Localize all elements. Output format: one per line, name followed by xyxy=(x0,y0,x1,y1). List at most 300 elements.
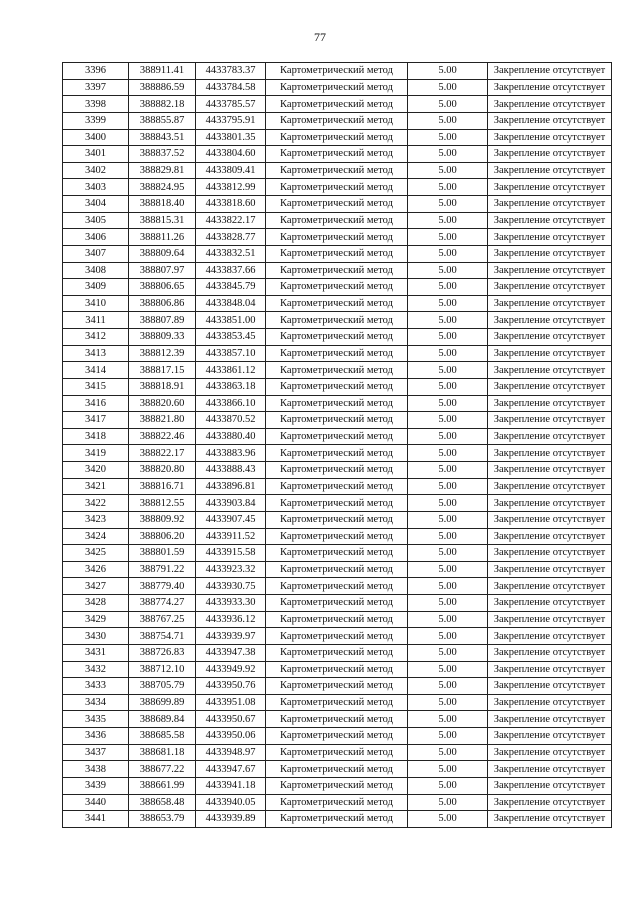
point-number-cell: 3419 xyxy=(63,445,129,462)
coordinates-table-body xyxy=(63,63,612,828)
fixation-cell: Закрепление отсутствует xyxy=(488,511,612,528)
method-cell: Картометрический метод xyxy=(266,362,408,379)
method-cell: Картометрический метод xyxy=(266,212,408,229)
fixation-cell: Закрепление отсутствует xyxy=(488,777,612,794)
method-cell: Картометрический метод xyxy=(266,495,408,512)
y-coordinate-cell: 4433822.17 xyxy=(196,212,266,229)
point-number-cell: 3397 xyxy=(63,79,129,96)
fixation-cell: Закрепление отсутствует xyxy=(488,362,612,379)
method-cell: Картометрический метод xyxy=(266,595,408,612)
method-cell: Картометрический метод xyxy=(266,628,408,645)
accuracy-cell: 5.00 xyxy=(408,329,488,346)
method-cell: Картометрический метод xyxy=(266,711,408,728)
fixation-cell: Закрепление отсутствует xyxy=(488,694,612,711)
table-row xyxy=(63,761,612,778)
point-number-cell: 3407 xyxy=(63,245,129,262)
x-coordinate-cell: 388767.25 xyxy=(129,611,196,628)
accuracy-cell: 5.00 xyxy=(408,711,488,728)
x-coordinate-cell: 388774.27 xyxy=(129,595,196,612)
table-row xyxy=(63,711,612,728)
method-cell: Картометрический метод xyxy=(266,511,408,528)
accuracy-cell: 5.00 xyxy=(408,112,488,129)
accuracy-cell: 5.00 xyxy=(408,395,488,412)
accuracy-cell: 5.00 xyxy=(408,761,488,778)
table-row xyxy=(63,129,612,146)
fixation-cell: Закрепление отсутствует xyxy=(488,428,612,445)
x-coordinate-cell: 388911.41 xyxy=(129,63,196,80)
fixation-cell: Закрепление отсутствует xyxy=(488,378,612,395)
point-number-cell: 3415 xyxy=(63,378,129,395)
fixation-cell: Закрепление отсутствует xyxy=(488,345,612,362)
table-row xyxy=(63,212,612,229)
method-cell: Картометрический метод xyxy=(266,162,408,179)
y-coordinate-cell: 4433896.81 xyxy=(196,478,266,495)
point-number-cell: 3421 xyxy=(63,478,129,495)
point-number-cell: 3430 xyxy=(63,628,129,645)
x-coordinate-cell: 388726.83 xyxy=(129,644,196,661)
table-row xyxy=(63,511,612,528)
table-row xyxy=(63,279,612,296)
method-cell: Картометрический метод xyxy=(266,395,408,412)
point-number-cell: 3431 xyxy=(63,644,129,661)
accuracy-cell: 5.00 xyxy=(408,578,488,595)
x-coordinate-cell: 388653.79 xyxy=(129,811,196,828)
point-number-cell: 3440 xyxy=(63,794,129,811)
method-cell: Картометрический метод xyxy=(266,179,408,196)
y-coordinate-cell: 4433837.66 xyxy=(196,262,266,279)
x-coordinate-cell: 388811.26 xyxy=(129,229,196,246)
method-cell: Картометрический метод xyxy=(266,329,408,346)
table-row xyxy=(63,412,612,429)
x-coordinate-cell: 388824.95 xyxy=(129,179,196,196)
method-cell: Картометрический метод xyxy=(266,378,408,395)
x-coordinate-cell: 388806.20 xyxy=(129,528,196,545)
y-coordinate-cell: 4433950.06 xyxy=(196,728,266,745)
x-coordinate-cell: 388806.65 xyxy=(129,279,196,296)
table-row xyxy=(63,462,612,479)
table-row xyxy=(63,561,612,578)
point-number-cell: 3400 xyxy=(63,129,129,146)
x-coordinate-cell: 388882.18 xyxy=(129,96,196,113)
y-coordinate-cell: 4433848.04 xyxy=(196,295,266,312)
y-coordinate-cell: 4433870.52 xyxy=(196,412,266,429)
table-row xyxy=(63,345,612,362)
x-coordinate-cell: 388817.15 xyxy=(129,362,196,379)
method-cell: Картометрический метод xyxy=(266,811,408,828)
y-coordinate-cell: 4433853.45 xyxy=(196,329,266,346)
point-number-cell: 3436 xyxy=(63,728,129,745)
method-cell: Картометрический метод xyxy=(266,478,408,495)
accuracy-cell: 5.00 xyxy=(408,628,488,645)
table-row xyxy=(63,63,612,80)
fixation-cell: Закрепление отсутствует xyxy=(488,262,612,279)
point-number-cell: 3414 xyxy=(63,362,129,379)
method-cell: Картометрический метод xyxy=(266,561,408,578)
accuracy-cell: 5.00 xyxy=(408,63,488,80)
point-number-cell: 3439 xyxy=(63,777,129,794)
table-row xyxy=(63,262,612,279)
accuracy-cell: 5.00 xyxy=(408,212,488,229)
table-row xyxy=(63,661,612,678)
accuracy-cell: 5.00 xyxy=(408,129,488,146)
accuracy-cell: 5.00 xyxy=(408,611,488,628)
table-row xyxy=(63,378,612,395)
accuracy-cell: 5.00 xyxy=(408,245,488,262)
method-cell: Картометрический метод xyxy=(266,545,408,562)
x-coordinate-cell: 388818.91 xyxy=(129,378,196,395)
y-coordinate-cell: 4433828.77 xyxy=(196,229,266,246)
y-coordinate-cell: 4433948.97 xyxy=(196,744,266,761)
x-coordinate-cell: 388816.71 xyxy=(129,478,196,495)
accuracy-cell: 5.00 xyxy=(408,428,488,445)
point-number-cell: 3424 xyxy=(63,528,129,545)
method-cell: Картометрический метод xyxy=(266,445,408,462)
point-number-cell: 3434 xyxy=(63,694,129,711)
y-coordinate-cell: 4433941.18 xyxy=(196,777,266,794)
accuracy-cell: 5.00 xyxy=(408,678,488,695)
method-cell: Картометрический метод xyxy=(266,761,408,778)
fixation-cell: Закрепление отсутствует xyxy=(488,162,612,179)
table-row xyxy=(63,395,612,412)
accuracy-cell: 5.00 xyxy=(408,445,488,462)
y-coordinate-cell: 4433950.67 xyxy=(196,711,266,728)
point-number-cell: 3432 xyxy=(63,661,129,678)
point-number-cell: 3408 xyxy=(63,262,129,279)
method-cell: Картометрический метод xyxy=(266,777,408,794)
table-row xyxy=(63,329,612,346)
x-coordinate-cell: 388807.89 xyxy=(129,312,196,329)
y-coordinate-cell: 4433818.60 xyxy=(196,196,266,213)
method-cell: Картометрический метод xyxy=(266,794,408,811)
y-coordinate-cell: 4433866.10 xyxy=(196,395,266,412)
y-coordinate-cell: 4433907.45 xyxy=(196,511,266,528)
point-number-cell: 3401 xyxy=(63,146,129,163)
y-coordinate-cell: 4433845.79 xyxy=(196,279,266,296)
fixation-cell: Закрепление отсутствует xyxy=(488,129,612,146)
fixation-cell: Закрепление отсутствует xyxy=(488,395,612,412)
table-row xyxy=(63,578,612,595)
accuracy-cell: 5.00 xyxy=(408,728,488,745)
point-number-cell: 3422 xyxy=(63,495,129,512)
fixation-cell: Закрепление отсутствует xyxy=(488,445,612,462)
method-cell: Картометрический метод xyxy=(266,412,408,429)
x-coordinate-cell: 388677.22 xyxy=(129,761,196,778)
fixation-cell: Закрепление отсутствует xyxy=(488,744,612,761)
y-coordinate-cell: 4433804.60 xyxy=(196,146,266,163)
method-cell: Картометрический метод xyxy=(266,728,408,745)
accuracy-cell: 5.00 xyxy=(408,794,488,811)
fixation-cell: Закрепление отсутствует xyxy=(488,611,612,628)
y-coordinate-cell: 4433863.18 xyxy=(196,378,266,395)
x-coordinate-cell: 388812.55 xyxy=(129,495,196,512)
fixation-cell: Закрепление отсутствует xyxy=(488,811,612,828)
y-coordinate-cell: 4433947.67 xyxy=(196,761,266,778)
y-coordinate-cell: 4433851.00 xyxy=(196,312,266,329)
y-coordinate-cell: 4433951.08 xyxy=(196,694,266,711)
fixation-cell: Закрепление отсутствует xyxy=(488,628,612,645)
method-cell: Картометрический метод xyxy=(266,112,408,129)
accuracy-cell: 5.00 xyxy=(408,378,488,395)
fixation-cell: Закрепление отсутствует xyxy=(488,96,612,113)
fixation-cell: Закрепление отсутствует xyxy=(488,595,612,612)
point-number-cell: 3402 xyxy=(63,162,129,179)
method-cell: Картометрический метод xyxy=(266,146,408,163)
y-coordinate-cell: 4433911.52 xyxy=(196,528,266,545)
fixation-cell: Закрепление отсутствует xyxy=(488,528,612,545)
method-cell: Картометрический метод xyxy=(266,245,408,262)
y-coordinate-cell: 4433880.40 xyxy=(196,428,266,445)
table-row xyxy=(63,644,612,661)
y-coordinate-cell: 4433939.97 xyxy=(196,628,266,645)
fixation-cell: Закрепление отсутствует xyxy=(488,146,612,163)
y-coordinate-cell: 4433785.57 xyxy=(196,96,266,113)
method-cell: Картометрический метод xyxy=(266,462,408,479)
method-cell: Картометрический метод xyxy=(266,678,408,695)
method-cell: Картометрический метод xyxy=(266,528,408,545)
accuracy-cell: 5.00 xyxy=(408,412,488,429)
y-coordinate-cell: 4433883.96 xyxy=(196,445,266,462)
x-coordinate-cell: 388809.64 xyxy=(129,245,196,262)
accuracy-cell: 5.00 xyxy=(408,744,488,761)
table-row xyxy=(63,295,612,312)
table-row xyxy=(63,478,612,495)
accuracy-cell: 5.00 xyxy=(408,196,488,213)
table-row xyxy=(63,79,612,96)
point-number-cell: 3426 xyxy=(63,561,129,578)
method-cell: Картометрический метод xyxy=(266,345,408,362)
y-coordinate-cell: 4433903.84 xyxy=(196,495,266,512)
accuracy-cell: 5.00 xyxy=(408,312,488,329)
y-coordinate-cell: 4433940.05 xyxy=(196,794,266,811)
point-number-cell: 3438 xyxy=(63,761,129,778)
table-row xyxy=(63,545,612,562)
point-number-cell: 3420 xyxy=(63,462,129,479)
point-number-cell: 3441 xyxy=(63,811,129,828)
table-row xyxy=(63,146,612,163)
table-row xyxy=(63,96,612,113)
fixation-cell: Закрепление отсутствует xyxy=(488,678,612,695)
x-coordinate-cell: 388809.92 xyxy=(129,511,196,528)
point-number-cell: 3411 xyxy=(63,312,129,329)
y-coordinate-cell: 4433795.91 xyxy=(196,112,266,129)
method-cell: Картометрический метод xyxy=(266,661,408,678)
accuracy-cell: 5.00 xyxy=(408,511,488,528)
y-coordinate-cell: 4433783.37 xyxy=(196,63,266,80)
accuracy-cell: 5.00 xyxy=(408,295,488,312)
accuracy-cell: 5.00 xyxy=(408,528,488,545)
table-row xyxy=(63,229,612,246)
method-cell: Картометрический метод xyxy=(266,694,408,711)
accuracy-cell: 5.00 xyxy=(408,595,488,612)
accuracy-cell: 5.00 xyxy=(408,777,488,794)
y-coordinate-cell: 4433939.89 xyxy=(196,811,266,828)
fixation-cell: Закрепление отсутствует xyxy=(488,229,612,246)
table-row xyxy=(63,794,612,811)
fixation-cell: Закрепление отсутствует xyxy=(488,761,612,778)
x-coordinate-cell: 388886.59 xyxy=(129,79,196,96)
fixation-cell: Закрепление отсутствует xyxy=(488,279,612,296)
x-coordinate-cell: 388806.86 xyxy=(129,295,196,312)
x-coordinate-cell: 388705.79 xyxy=(129,678,196,695)
y-coordinate-cell: 4433832.51 xyxy=(196,245,266,262)
y-coordinate-cell: 4433930.75 xyxy=(196,578,266,595)
accuracy-cell: 5.00 xyxy=(408,694,488,711)
method-cell: Картометрический метод xyxy=(266,312,408,329)
fixation-cell: Закрепление отсутствует xyxy=(488,644,612,661)
x-coordinate-cell: 388809.33 xyxy=(129,329,196,346)
point-number-cell: 3410 xyxy=(63,295,129,312)
x-coordinate-cell: 388820.80 xyxy=(129,462,196,479)
fixation-cell: Закрепление отсутствует xyxy=(488,295,612,312)
x-coordinate-cell: 388801.59 xyxy=(129,545,196,562)
x-coordinate-cell: 388754.71 xyxy=(129,628,196,645)
x-coordinate-cell: 388829.81 xyxy=(129,162,196,179)
point-number-cell: 3423 xyxy=(63,511,129,528)
y-coordinate-cell: 4433861.12 xyxy=(196,362,266,379)
point-number-cell: 3405 xyxy=(63,212,129,229)
method-cell: Картометрический метод xyxy=(266,63,408,80)
y-coordinate-cell: 4433784.58 xyxy=(196,79,266,96)
x-coordinate-cell: 388820.60 xyxy=(129,395,196,412)
fixation-cell: Закрепление отсутствует xyxy=(488,711,612,728)
point-number-cell: 3425 xyxy=(63,545,129,562)
x-coordinate-cell: 388821.80 xyxy=(129,412,196,429)
table-row xyxy=(63,811,612,828)
method-cell: Картометрический метод xyxy=(266,129,408,146)
page-number: 77 xyxy=(314,30,326,44)
fixation-cell: Закрепление отсутствует xyxy=(488,63,612,80)
y-coordinate-cell: 4433801.35 xyxy=(196,129,266,146)
y-coordinate-cell: 4433915.58 xyxy=(196,545,266,562)
fixation-cell: Закрепление отсутствует xyxy=(488,495,612,512)
accuracy-cell: 5.00 xyxy=(408,478,488,495)
method-cell: Картометрический метод xyxy=(266,428,408,445)
point-number-cell: 3399 xyxy=(63,112,129,129)
fixation-cell: Закрепление отсутствует xyxy=(488,196,612,213)
point-number-cell: 3404 xyxy=(63,196,129,213)
point-number-cell: 3413 xyxy=(63,345,129,362)
x-coordinate-cell: 388681.18 xyxy=(129,744,196,761)
fixation-cell: Закрепление отсутствует xyxy=(488,545,612,562)
table-row xyxy=(63,362,612,379)
accuracy-cell: 5.00 xyxy=(408,96,488,113)
fixation-cell: Закрепление отсутствует xyxy=(488,794,612,811)
accuracy-cell: 5.00 xyxy=(408,229,488,246)
coordinates-table xyxy=(62,62,612,828)
fixation-cell: Закрепление отсутствует xyxy=(488,112,612,129)
y-coordinate-cell: 4433936.12 xyxy=(196,611,266,628)
fixation-cell: Закрепление отсутствует xyxy=(488,478,612,495)
fixation-cell: Закрепление отсутствует xyxy=(488,212,612,229)
point-number-cell: 3427 xyxy=(63,578,129,595)
point-number-cell: 3435 xyxy=(63,711,129,728)
accuracy-cell: 5.00 xyxy=(408,179,488,196)
accuracy-cell: 5.00 xyxy=(408,262,488,279)
y-coordinate-cell: 4433947.38 xyxy=(196,644,266,661)
x-coordinate-cell: 388818.40 xyxy=(129,196,196,213)
table-row xyxy=(63,312,612,329)
method-cell: Картометрический метод xyxy=(266,611,408,628)
accuracy-cell: 5.00 xyxy=(408,561,488,578)
x-coordinate-cell: 388791.22 xyxy=(129,561,196,578)
point-number-cell: 3396 xyxy=(63,63,129,80)
accuracy-cell: 5.00 xyxy=(408,495,488,512)
table-row xyxy=(63,162,612,179)
y-coordinate-cell: 4433812.99 xyxy=(196,179,266,196)
point-number-cell: 3437 xyxy=(63,744,129,761)
table-row xyxy=(63,179,612,196)
table-row xyxy=(63,678,612,695)
table-row xyxy=(63,777,612,794)
x-coordinate-cell: 388712.10 xyxy=(129,661,196,678)
x-coordinate-cell: 388843.51 xyxy=(129,129,196,146)
x-coordinate-cell: 388689.84 xyxy=(129,711,196,728)
x-coordinate-cell: 388779.40 xyxy=(129,578,196,595)
x-coordinate-cell: 388822.46 xyxy=(129,428,196,445)
y-coordinate-cell: 4433950.76 xyxy=(196,678,266,695)
table-row xyxy=(63,728,612,745)
y-coordinate-cell: 4433949.92 xyxy=(196,661,266,678)
table-row xyxy=(63,428,612,445)
point-number-cell: 3416 xyxy=(63,395,129,412)
fixation-cell: Закрепление отсутствует xyxy=(488,661,612,678)
fixation-cell: Закрепление отсутствует xyxy=(488,245,612,262)
accuracy-cell: 5.00 xyxy=(408,811,488,828)
accuracy-cell: 5.00 xyxy=(408,162,488,179)
fixation-cell: Закрепление отсутствует xyxy=(488,312,612,329)
y-coordinate-cell: 4433888.43 xyxy=(196,462,266,479)
point-number-cell: 3398 xyxy=(63,96,129,113)
x-coordinate-cell: 388837.52 xyxy=(129,146,196,163)
table-row xyxy=(63,445,612,462)
point-number-cell: 3409 xyxy=(63,279,129,296)
x-coordinate-cell: 388658.48 xyxy=(129,794,196,811)
method-cell: Картометрический метод xyxy=(266,295,408,312)
fixation-cell: Закрепление отсутствует xyxy=(488,179,612,196)
fixation-cell: Закрепление отсутствует xyxy=(488,561,612,578)
accuracy-cell: 5.00 xyxy=(408,345,488,362)
point-number-cell: 3406 xyxy=(63,229,129,246)
y-coordinate-cell: 4433809.41 xyxy=(196,162,266,179)
fixation-cell: Закрепление отсутствует xyxy=(488,728,612,745)
method-cell: Картометрический метод xyxy=(266,578,408,595)
accuracy-cell: 5.00 xyxy=(408,362,488,379)
table-row xyxy=(63,694,612,711)
table-row xyxy=(63,611,612,628)
x-coordinate-cell: 388661.99 xyxy=(129,777,196,794)
table-row xyxy=(63,744,612,761)
table-row xyxy=(63,595,612,612)
x-coordinate-cell: 388807.97 xyxy=(129,262,196,279)
accuracy-cell: 5.00 xyxy=(408,644,488,661)
point-number-cell: 3429 xyxy=(63,611,129,628)
y-coordinate-cell: 4433933.30 xyxy=(196,595,266,612)
method-cell: Картометрический метод xyxy=(266,96,408,113)
table-row xyxy=(63,528,612,545)
table-row xyxy=(63,112,612,129)
method-cell: Картометрический метод xyxy=(266,644,408,661)
fixation-cell: Закрепление отсутствует xyxy=(488,412,612,429)
x-coordinate-cell: 388685.58 xyxy=(129,728,196,745)
fixation-cell: Закрепление отсутствует xyxy=(488,578,612,595)
y-coordinate-cell: 4433923.32 xyxy=(196,561,266,578)
y-coordinate-cell: 4433857.10 xyxy=(196,345,266,362)
fixation-cell: Закрепление отсутствует xyxy=(488,462,612,479)
accuracy-cell: 5.00 xyxy=(408,462,488,479)
fixation-cell: Закрепление отсутствует xyxy=(488,329,612,346)
accuracy-cell: 5.00 xyxy=(408,661,488,678)
point-number-cell: 3433 xyxy=(63,678,129,695)
